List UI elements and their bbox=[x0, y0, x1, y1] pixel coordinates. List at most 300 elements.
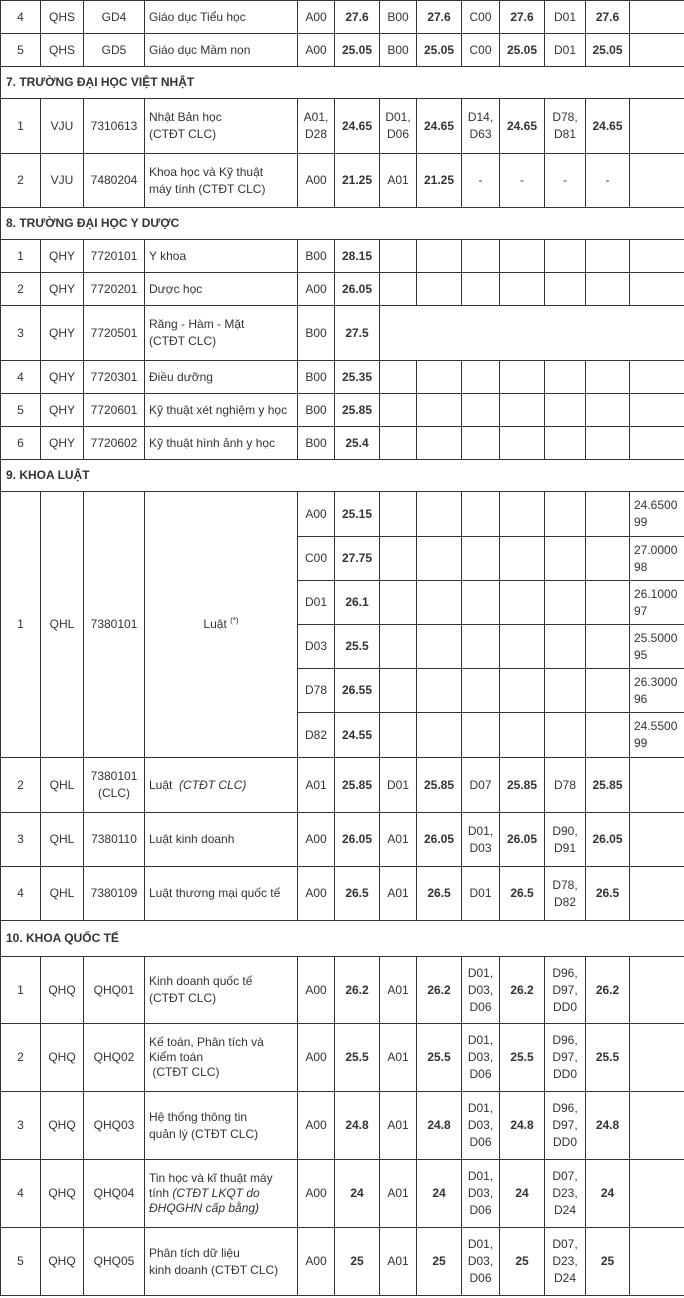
to-hop-line: D01, bbox=[467, 965, 494, 980]
cell-ten-nganh: Giáo dục Mầm non bbox=[145, 34, 298, 67]
cell-empty bbox=[586, 361, 630, 394]
cell-ma-nganh: 7310613 bbox=[84, 99, 145, 154]
cell-diem: 26.2 bbox=[586, 957, 630, 1024]
cell-empty bbox=[417, 537, 462, 581]
to-hop-line: D24 bbox=[553, 1203, 576, 1217]
cell-empty bbox=[417, 361, 462, 394]
cell-ma-nganh: 7720301 bbox=[84, 361, 145, 394]
ten-line: kinh doanh (CTĐT CLC) bbox=[149, 1262, 279, 1277]
to-hop-line: D24 bbox=[553, 1271, 576, 1285]
table-row bbox=[1, 34, 684, 67]
cell-diem: 24.65 bbox=[417, 99, 462, 154]
cell-empty bbox=[586, 427, 630, 460]
cell-ma-nganh: QHQ03 bbox=[84, 1092, 145, 1160]
cell-diem: 26.05 bbox=[586, 813, 630, 867]
cell-extra-score bbox=[630, 537, 684, 581]
cell-ma-truong: QHL bbox=[41, 867, 84, 921]
ten-line: máy tính (CTĐT CLC) bbox=[149, 181, 266, 196]
section-title: 9. KHOA LUẬT bbox=[1, 460, 684, 492]
cell-diem: 24.55 bbox=[335, 713, 380, 758]
cell-to-hop: B00 bbox=[298, 394, 335, 427]
cell-diem: 26.55 bbox=[335, 669, 380, 713]
cell-ma-truong: QHQ bbox=[41, 1160, 84, 1228]
to-hop-line: D03, bbox=[467, 1254, 494, 1268]
to-hop-line: D01, bbox=[467, 1237, 494, 1251]
cell-stt: 2 bbox=[1, 154, 41, 208]
to-hop-line: D28 bbox=[304, 127, 327, 141]
cell-to-hop: D82 bbox=[298, 713, 335, 758]
to-hop-line: A01, bbox=[303, 110, 329, 124]
cell-empty bbox=[545, 669, 586, 713]
footnote-mark: (*) bbox=[230, 616, 239, 625]
cell-ma-nganh: 7380109 bbox=[84, 867, 145, 921]
table-row bbox=[1, 1228, 684, 1296]
cell-to-hop bbox=[545, 1160, 586, 1228]
cell-stt: 1 bbox=[1, 492, 41, 758]
cell-stt: 2 bbox=[1, 1024, 41, 1092]
ma-line: 7380101 bbox=[90, 769, 138, 783]
cell-diem: 27.6 bbox=[586, 1, 630, 34]
to-hop-line: D91 bbox=[553, 840, 576, 855]
cell-ten-nganh bbox=[145, 758, 298, 813]
cell-to-hop: A00 bbox=[298, 1092, 335, 1160]
cell-to-hop bbox=[545, 1228, 586, 1296]
cell-extra-score bbox=[630, 713, 684, 758]
cell-to-hop: C00 bbox=[462, 1, 500, 34]
cell-diem: 24.8 bbox=[500, 1092, 545, 1160]
cell-diem: 25.5 bbox=[586, 1024, 630, 1092]
cell-diem: 25.05 bbox=[586, 34, 630, 67]
cell-ma-nganh: 7720101 bbox=[84, 240, 145, 273]
cell-empty bbox=[417, 240, 462, 273]
ten-line: Tin học và kĩ thuật máy tính bbox=[149, 1171, 273, 1200]
cell-to-hop bbox=[545, 1092, 586, 1160]
to-hop-line: D82 bbox=[553, 894, 576, 909]
cell-to-hop: A00 bbox=[298, 1228, 335, 1296]
cell-diem: 25.85 bbox=[500, 758, 545, 813]
cell-ten-nganh: Luật kinh doanh bbox=[145, 813, 298, 867]
to-hop-line: D07, bbox=[552, 1169, 578, 1183]
to-hop-line: D97, bbox=[552, 1118, 578, 1132]
cell-diem: 25 bbox=[417, 1228, 462, 1296]
score-line: 96 bbox=[634, 691, 648, 706]
cell-to-hop: A01 bbox=[380, 957, 417, 1024]
score-line: 26.3000 bbox=[634, 674, 678, 689]
cell-diem: 26.2 bbox=[417, 957, 462, 1024]
cell-ma-nganh: 7380110 bbox=[84, 813, 145, 867]
cell-to-hop: A00 bbox=[298, 34, 335, 67]
cell-to-hop bbox=[462, 99, 500, 154]
cell-diem: 21.25 bbox=[335, 154, 380, 208]
cell-empty bbox=[545, 492, 586, 537]
to-hop-line: DD0 bbox=[552, 999, 577, 1014]
to-hop-line: D23, bbox=[552, 1254, 578, 1268]
cell-diem: 25.4 bbox=[335, 427, 380, 460]
ten-text: Luật bbox=[203, 617, 227, 631]
table-row bbox=[1, 361, 684, 394]
cell-ma-nganh: 7720501 bbox=[84, 306, 145, 361]
cell-to-hop: - bbox=[545, 154, 586, 208]
cell-empty bbox=[500, 537, 545, 581]
cell-stt: 1 bbox=[1, 99, 41, 154]
to-hop-line: DD0 bbox=[552, 1135, 577, 1149]
cell-empty bbox=[500, 361, 545, 394]
to-hop-line: D06 bbox=[386, 127, 409, 141]
cell-to-hop: B00 bbox=[298, 361, 335, 394]
cell-empty bbox=[462, 273, 500, 306]
cell-to-hop: B00 bbox=[380, 1, 417, 34]
cell-to-hop bbox=[545, 957, 586, 1024]
cell-diem: 27.75 bbox=[335, 537, 380, 581]
cell-diem: 25 bbox=[586, 1228, 630, 1296]
cell-empty bbox=[630, 273, 684, 306]
cell-diem: 25.5 bbox=[335, 1024, 380, 1092]
ten-line: (CTĐT CLC) bbox=[149, 127, 217, 141]
cell-empty bbox=[545, 537, 586, 581]
cell-empty bbox=[500, 427, 545, 460]
cell-ma-truong: QHQ bbox=[41, 1024, 84, 1092]
cell-ten-nganh: Dược học bbox=[145, 273, 298, 306]
cell-to-hop: D78 bbox=[298, 669, 335, 713]
cell-ten-nganh: Kỹ thuật hình ảnh y học bbox=[145, 427, 298, 460]
score-line: 27.0000 bbox=[634, 542, 678, 557]
cell-empty bbox=[417, 492, 462, 537]
to-hop-line: D78, bbox=[552, 110, 578, 124]
cell-extra-score bbox=[630, 492, 684, 537]
cell-diem: - bbox=[500, 154, 545, 208]
cell-to-hop bbox=[462, 1024, 500, 1092]
cell-to-hop: B00 bbox=[298, 427, 335, 460]
cell-to-hop: D01 bbox=[545, 34, 586, 67]
to-hop-line: D96, bbox=[552, 1101, 578, 1115]
cell-to-hop bbox=[545, 867, 586, 921]
cell-to-hop: A00 bbox=[298, 1024, 335, 1092]
cell-empty bbox=[380, 427, 417, 460]
cell-empty bbox=[630, 813, 684, 867]
cell-ma-truong: QHS bbox=[41, 1, 84, 34]
cell-ma-nganh: 7720602 bbox=[84, 427, 145, 460]
cell-to-hop bbox=[545, 99, 586, 154]
cell-to-hop: A00 bbox=[298, 1160, 335, 1228]
cell-empty bbox=[545, 273, 586, 306]
cell-extra-score bbox=[630, 625, 684, 669]
cell-empty bbox=[630, 1, 684, 34]
to-hop-line: D03, bbox=[467, 1118, 494, 1132]
cell-empty bbox=[380, 581, 417, 625]
cell-to-hop: A01 bbox=[298, 758, 335, 813]
table-row bbox=[1, 1092, 684, 1160]
cell-diem: 24.65 bbox=[335, 99, 380, 154]
cell-empty bbox=[500, 492, 545, 537]
cell-to-hop: A01 bbox=[380, 867, 417, 921]
cell-empty bbox=[462, 427, 500, 460]
cell-diem: 24.65 bbox=[586, 99, 630, 154]
cell-empty bbox=[462, 581, 500, 625]
cell-ten-nganh bbox=[145, 1160, 298, 1228]
cell-empty bbox=[380, 625, 417, 669]
cell-to-hop: A01 bbox=[380, 1092, 417, 1160]
to-hop-line: D06 bbox=[469, 1203, 492, 1217]
cell-ma-nganh: QHQ02 bbox=[84, 1024, 145, 1092]
cell-empty bbox=[545, 361, 586, 394]
cell-empty bbox=[545, 240, 586, 273]
cell-empty bbox=[417, 625, 462, 669]
cell-to-hop: C00 bbox=[462, 34, 500, 67]
cell-stt: 4 bbox=[1, 361, 41, 394]
table-row bbox=[1, 867, 684, 921]
ten-italic: (CTĐT LKQT do ĐHQGHN cấp bằng) bbox=[149, 1186, 260, 1215]
cell-ma-nganh: QHQ04 bbox=[84, 1160, 145, 1228]
cell-diem: 27.6 bbox=[335, 1, 380, 34]
cell-ma-nganh: 7380101 bbox=[84, 492, 145, 758]
cell-stt: 3 bbox=[1, 813, 41, 867]
cell-ma-nganh: 7720601 bbox=[84, 394, 145, 427]
cell-ma-nganh: QHQ01 bbox=[84, 957, 145, 1024]
table-row bbox=[1, 154, 684, 208]
to-hop-line: D01, bbox=[467, 823, 494, 838]
cell-empty bbox=[586, 394, 630, 427]
cell-diem: 25 bbox=[500, 1228, 545, 1296]
cell-empty bbox=[545, 427, 586, 460]
cell-empty bbox=[586, 492, 630, 537]
cell-ma-truong: VJU bbox=[41, 154, 84, 208]
cell-empty bbox=[630, 154, 684, 208]
cell-empty bbox=[586, 669, 630, 713]
cell-diem: 27.6 bbox=[500, 1, 545, 34]
cell-ten-nganh: Giáo dục Tiểu học bbox=[145, 1, 298, 34]
table-row bbox=[1, 427, 684, 460]
cell-empty bbox=[586, 713, 630, 758]
cell-ma-truong: QHQ bbox=[41, 957, 84, 1024]
cell-stt: 5 bbox=[1, 34, 41, 67]
cell-empty bbox=[417, 669, 462, 713]
cell-to-hop bbox=[462, 957, 500, 1024]
cell-to-hop: A00 bbox=[298, 957, 335, 1024]
cell-diem: 25.15 bbox=[335, 492, 380, 537]
cell-empty bbox=[417, 713, 462, 758]
cell-to-hop bbox=[380, 99, 417, 154]
cell-to-hop bbox=[462, 1092, 500, 1160]
cell-diem: 24 bbox=[417, 1160, 462, 1228]
cell-to-hop bbox=[298, 99, 335, 154]
cell-ma-truong: VJU bbox=[41, 99, 84, 154]
cell-extra-score bbox=[630, 581, 684, 625]
table-row bbox=[1, 99, 684, 154]
cell-empty bbox=[630, 957, 684, 1024]
cell-to-hop: B00 bbox=[380, 34, 417, 67]
ten-line: Kinh doanh quốc tế bbox=[149, 974, 253, 988]
cell-diem: 26.2 bbox=[500, 957, 545, 1024]
section-title: 7. TRƯỜNG ĐẠI HỌC VIỆT NHẬT bbox=[1, 67, 684, 99]
cell-to-hop: - bbox=[462, 154, 500, 208]
cell-stt: 1 bbox=[1, 957, 41, 1024]
to-hop-line: D01, bbox=[467, 1169, 494, 1183]
to-hop-line: D01, bbox=[385, 110, 411, 124]
cell-diem: 24.8 bbox=[586, 1092, 630, 1160]
cell-to-hop: A00 bbox=[298, 867, 335, 921]
cell-diem: 26.5 bbox=[500, 867, 545, 921]
cell-diem: 26.1 bbox=[335, 581, 380, 625]
cell-empty bbox=[380, 669, 417, 713]
cell-stt: 4 bbox=[1, 1, 41, 34]
cell-stt: 2 bbox=[1, 273, 41, 306]
cell-to-hop: D01 bbox=[545, 1, 586, 34]
cell-to-hop: C00 bbox=[298, 537, 335, 581]
cell-diem: 25.85 bbox=[417, 758, 462, 813]
to-hop-line: D81 bbox=[553, 127, 576, 141]
cell-ten-nganh: Luật thương mại quốc tế bbox=[145, 867, 298, 921]
score-line: 24.5500 bbox=[634, 719, 678, 733]
cell-to-hop: A01 bbox=[380, 1228, 417, 1296]
cell-empty bbox=[545, 625, 586, 669]
cell-ma-truong: QHY bbox=[41, 273, 84, 306]
cell-ma-truong: QHQ bbox=[41, 1092, 84, 1160]
cell-diem: 24 bbox=[335, 1160, 380, 1228]
cell-empty bbox=[586, 581, 630, 625]
cell-empty bbox=[630, 1228, 684, 1296]
cell-empty bbox=[630, 394, 684, 427]
cell-empty bbox=[380, 492, 417, 537]
cell-to-hop: A00 bbox=[298, 273, 335, 306]
cell-empty bbox=[630, 758, 684, 813]
cell-to-hop: A01 bbox=[380, 813, 417, 867]
cell-ma-truong: QHY bbox=[41, 240, 84, 273]
ma-line: (CLC) bbox=[98, 786, 130, 800]
cell-ma-nganh: 7720201 bbox=[84, 273, 145, 306]
cell-empty-merged bbox=[380, 306, 684, 361]
to-hop-line: D97, bbox=[552, 982, 578, 997]
score-line: 97 bbox=[634, 603, 648, 618]
cell-ten-nganh bbox=[145, 306, 298, 361]
cell-diem: 25.05 bbox=[417, 34, 462, 67]
cell-stt: 1 bbox=[1, 240, 41, 273]
cell-ma-nganh: 7480204 bbox=[84, 154, 145, 208]
cell-extra-score bbox=[630, 669, 684, 713]
cell-to-hop bbox=[545, 813, 586, 867]
cell-empty bbox=[380, 361, 417, 394]
cell-diem: 25.5 bbox=[417, 1024, 462, 1092]
cell-empty bbox=[417, 427, 462, 460]
cell-diem: 25.85 bbox=[586, 758, 630, 813]
cell-diem: 25 bbox=[335, 1228, 380, 1296]
cell-diem: 26.2 bbox=[335, 957, 380, 1024]
cell-empty bbox=[630, 1160, 684, 1228]
cell-ten-nganh bbox=[145, 1228, 298, 1296]
section-header-row bbox=[1, 460, 684, 492]
cell-empty bbox=[500, 713, 545, 758]
cell-empty bbox=[630, 361, 684, 394]
cell-ten-nganh: Y khoa bbox=[145, 240, 298, 273]
cell-diem: 27.6 bbox=[417, 1, 462, 34]
to-hop-line: D06 bbox=[469, 999, 492, 1014]
table-row bbox=[1, 492, 684, 537]
cell-stt: 5 bbox=[1, 394, 41, 427]
cell-empty bbox=[545, 394, 586, 427]
cell-ma-truong: QHL bbox=[41, 758, 84, 813]
table-row bbox=[1, 1160, 684, 1228]
cell-to-hop: D01 bbox=[462, 867, 500, 921]
cell-diem: - bbox=[586, 154, 630, 208]
cell-empty bbox=[380, 273, 417, 306]
cell-to-hop bbox=[545, 1024, 586, 1092]
cell-empty bbox=[630, 427, 684, 460]
cell-ten-nganh: Kỹ thuật xét nghiệm y học bbox=[145, 394, 298, 427]
to-hop-line: D90, bbox=[552, 823, 578, 838]
cell-empty bbox=[380, 240, 417, 273]
cell-empty bbox=[462, 240, 500, 273]
to-hop-line: D03 bbox=[469, 840, 492, 855]
cell-to-hop: D78 bbox=[545, 758, 586, 813]
cell-ma-truong: QHY bbox=[41, 427, 84, 460]
cell-empty bbox=[500, 669, 545, 713]
cell-to-hop: D03 bbox=[298, 625, 335, 669]
cell-empty bbox=[417, 394, 462, 427]
cell-empty bbox=[586, 537, 630, 581]
ten-line: Khoa học và Kỹ thuật bbox=[149, 164, 264, 179]
section-header-row bbox=[1, 921, 684, 957]
cell-empty bbox=[500, 273, 545, 306]
cell-diem: 26.05 bbox=[335, 813, 380, 867]
cell-ma-truong: QHS bbox=[41, 34, 84, 67]
table-row bbox=[1, 273, 684, 306]
cell-to-hop: A00 bbox=[298, 813, 335, 867]
to-hop-line: D06 bbox=[469, 1271, 492, 1285]
cell-diem: 26.5 bbox=[335, 867, 380, 921]
to-hop-line: D06 bbox=[469, 1067, 492, 1081]
cell-diem: 25.85 bbox=[335, 758, 380, 813]
cell-diem: 26.05 bbox=[417, 813, 462, 867]
cell-ma-nganh: GD4 bbox=[84, 1, 145, 34]
cell-empty bbox=[630, 240, 684, 273]
cell-to-hop: A00 bbox=[298, 154, 335, 208]
cell-to-hop: D01 bbox=[298, 581, 335, 625]
cell-to-hop: A00 bbox=[298, 492, 335, 537]
to-hop-line: D03, bbox=[467, 982, 494, 997]
cell-empty bbox=[462, 492, 500, 537]
cell-ten-nganh bbox=[145, 154, 298, 208]
cell-empty bbox=[500, 394, 545, 427]
cell-stt: 4 bbox=[1, 867, 41, 921]
to-hop-line: D96, bbox=[552, 1033, 578, 1047]
cell-empty bbox=[462, 361, 500, 394]
cell-empty bbox=[500, 625, 545, 669]
ten-line: Nhật Bản học bbox=[149, 110, 222, 124]
to-hop-line: D78, bbox=[552, 877, 578, 892]
section-header-row bbox=[1, 67, 684, 99]
cell-stt: 4 bbox=[1, 1160, 41, 1228]
score-line: 25.5000 bbox=[634, 630, 678, 645]
cell-to-hop bbox=[462, 1228, 500, 1296]
cell-ma-truong: QHY bbox=[41, 361, 84, 394]
cell-empty bbox=[630, 34, 684, 67]
to-hop-line: D03, bbox=[467, 1186, 494, 1200]
to-hop-line: D01, bbox=[467, 1033, 494, 1047]
ten-line: Phân tích dữ liệu bbox=[149, 1245, 240, 1260]
cell-diem: 25.85 bbox=[335, 394, 380, 427]
cell-ma-nganh bbox=[84, 758, 145, 813]
cell-diem: 24.8 bbox=[417, 1092, 462, 1160]
cell-to-hop: A01 bbox=[380, 1160, 417, 1228]
cell-diem: 26.05 bbox=[335, 273, 380, 306]
section-header-row bbox=[1, 208, 684, 240]
score-line: 26.1000 bbox=[634, 586, 678, 601]
to-hop-line: D07, bbox=[552, 1237, 578, 1251]
to-hop-line: D23, bbox=[552, 1186, 578, 1200]
ten-line: (CTĐT CLC) bbox=[149, 991, 217, 1005]
cell-diem: 24.8 bbox=[335, 1092, 380, 1160]
table-row bbox=[1, 957, 684, 1024]
score-line: 98 bbox=[634, 559, 648, 574]
